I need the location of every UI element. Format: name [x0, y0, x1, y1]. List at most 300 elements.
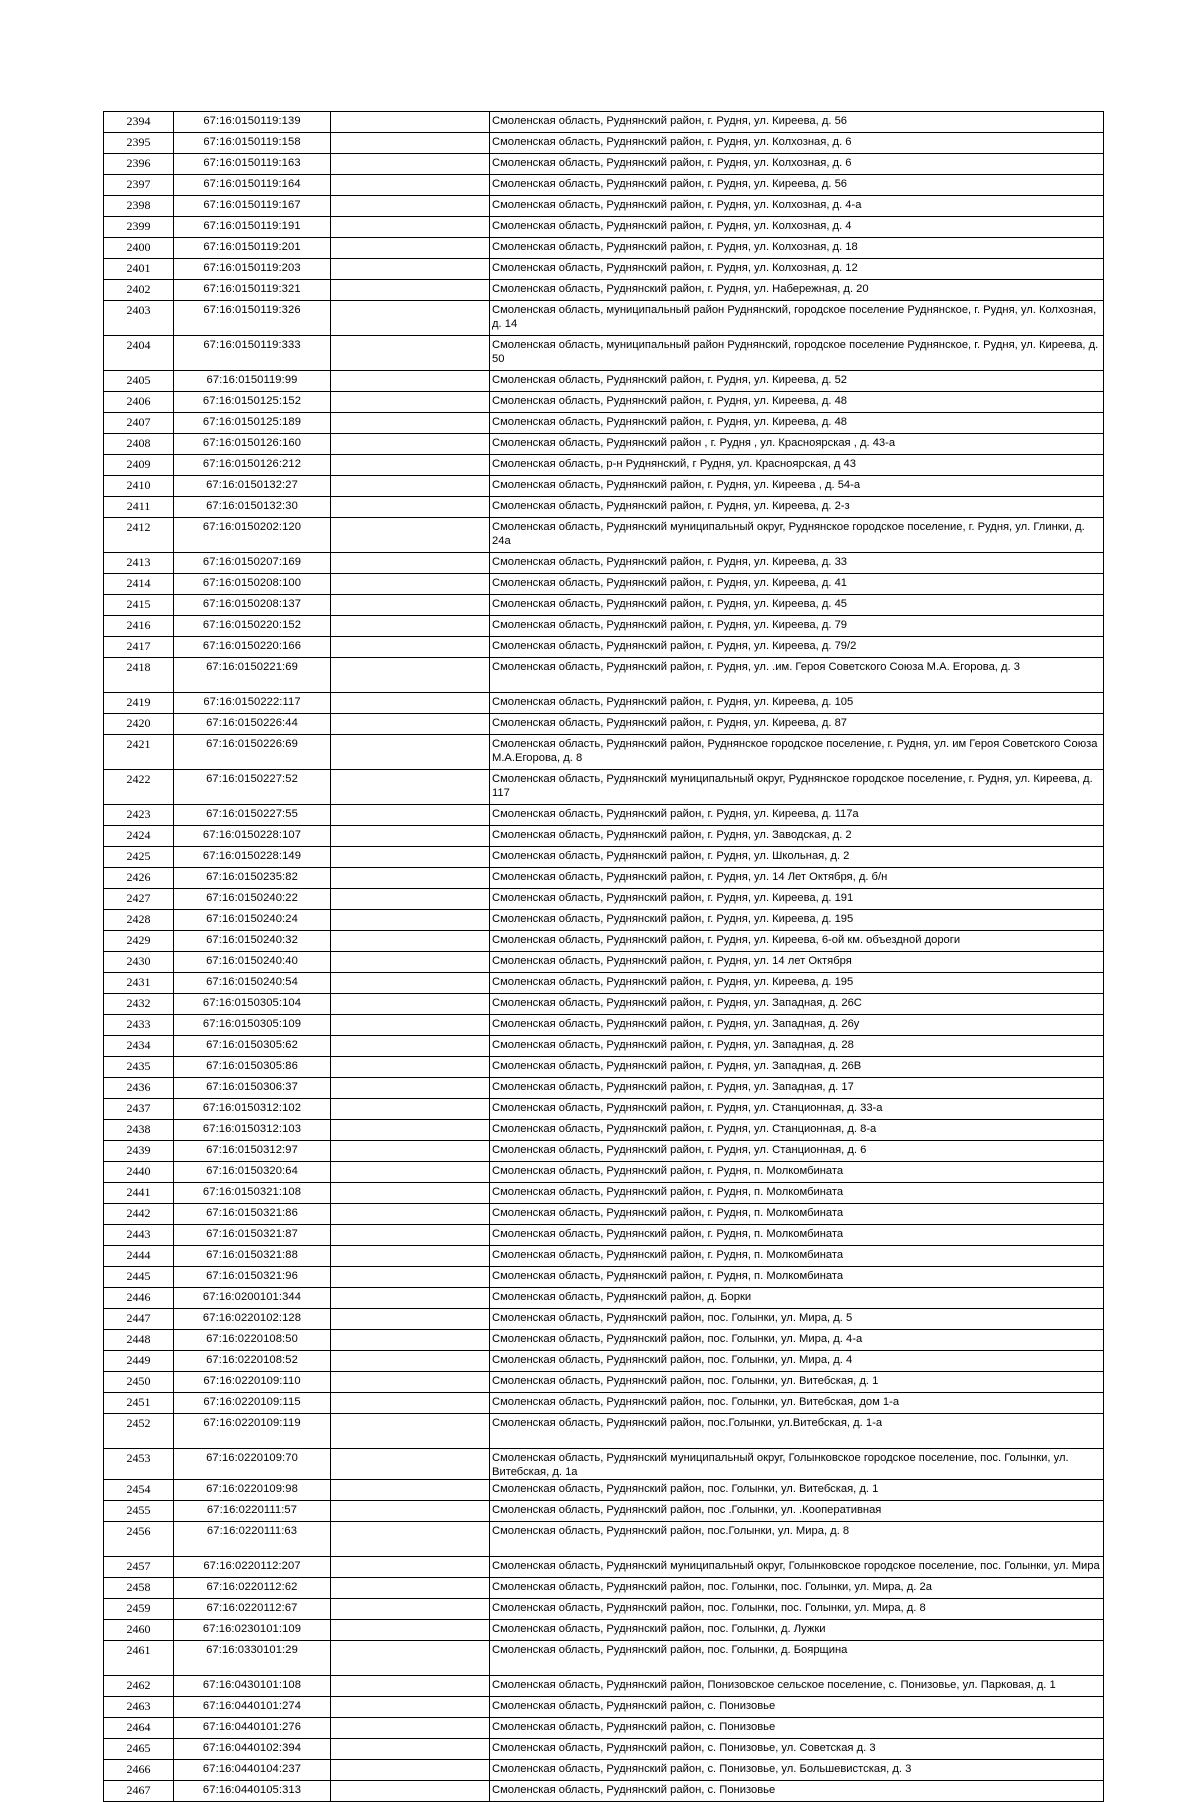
empty-cell	[331, 616, 490, 637]
cadastral-number-cell: 67:16:0220109:70	[174, 1449, 331, 1480]
address-cell: Смоленская область, Руднянский район , г. Рудня , ул. Красноярская , д. 43-а	[490, 434, 1104, 455]
address-cell: Смоленская область, Руднянский район, г. Рудня, п. Молкомбината	[490, 1267, 1104, 1288]
cadastral-number-cell: 67:16:0150119:167	[174, 196, 331, 217]
address-cell: Смоленская область, Руднянский район, пос .Голынки, ул. .Кооперативная	[490, 1501, 1104, 1522]
row-number-cell: 2395	[104, 133, 174, 154]
cadastral-number-cell: 67:16:0150240:24	[174, 910, 331, 931]
table-row	[104, 931, 1104, 952]
empty-cell	[331, 658, 490, 693]
empty-cell	[331, 973, 490, 994]
cadastral-number-cell: 67:16:0150305:104	[174, 994, 331, 1015]
registry-table-body	[104, 112, 1104, 1802]
cadastral-number-cell: 67:16:0220109:110	[174, 1372, 331, 1393]
row-number-cell: 2452	[104, 1414, 174, 1449]
row-number-cell: 2436	[104, 1078, 174, 1099]
row-number-cell: 2432	[104, 994, 174, 1015]
empty-cell	[331, 1676, 490, 1697]
address-cell: Смоленская область, муниципальный район Руднянский, городское поселение Руднянское, г. Рудня, ул. Киреева, д. 50	[490, 336, 1104, 371]
empty-cell	[331, 154, 490, 175]
table-row	[104, 1620, 1104, 1641]
cadastral-number-cell: 67:16:0220112:62	[174, 1578, 331, 1599]
empty-cell	[331, 595, 490, 616]
cadastral-number-cell: 67:16:0220109:115	[174, 1393, 331, 1414]
table-row	[104, 553, 1104, 574]
row-number-cell: 2438	[104, 1120, 174, 1141]
table-row	[104, 1501, 1104, 1522]
empty-cell	[331, 112, 490, 133]
cadastral-number-cell: 67:16:0150321:88	[174, 1246, 331, 1267]
address-cell: Смоленская область, Руднянский район, г. Рудня, ул. Киреева, д. 41	[490, 574, 1104, 595]
row-number-cell: 2402	[104, 280, 174, 301]
empty-cell	[331, 413, 490, 434]
row-number-cell: 2433	[104, 1015, 174, 1036]
address-cell: Смоленская область, Руднянский муниципальный округ, Голынковское городское поселение, пос. Голынки, ул. Мира	[490, 1557, 1104, 1578]
row-number-cell: 2427	[104, 889, 174, 910]
cadastral-number-cell: 67:16:0150321:108	[174, 1183, 331, 1204]
address-cell: Смоленская область, Руднянский район, г. Рудня, ул. Киреева, д. 56	[490, 175, 1104, 196]
empty-cell	[331, 637, 490, 658]
table-row	[104, 1414, 1104, 1449]
cadastral-number-cell: 67:16:0150119:191	[174, 217, 331, 238]
cadastral-number-cell: 67:16:0150220:166	[174, 637, 331, 658]
table-row	[104, 217, 1104, 238]
table-row	[104, 889, 1104, 910]
address-cell: Смоленская область, Руднянский район, г. Рудня, ул. Киреева, д. 52	[490, 371, 1104, 392]
empty-cell	[331, 994, 490, 1015]
cadastral-number-cell: 67:16:0150222:117	[174, 693, 331, 714]
address-cell: Смоленская область, Руднянский район, г. Рудня, ул. Колхозная, д. 6	[490, 133, 1104, 154]
empty-cell	[331, 1449, 490, 1480]
cadastral-number-cell: 67:16:0150119:99	[174, 371, 331, 392]
cadastral-number-cell: 67:16:0150126:160	[174, 434, 331, 455]
row-number-cell: 2399	[104, 217, 174, 238]
cadastral-number-cell: 67:16:0150119:164	[174, 175, 331, 196]
row-number-cell: 2458	[104, 1578, 174, 1599]
table-row	[104, 847, 1104, 868]
cadastral-number-cell: 67:16:0440101:276	[174, 1718, 331, 1739]
table-row	[104, 637, 1104, 658]
table-row	[104, 301, 1104, 336]
table-row	[104, 1309, 1104, 1330]
table-row	[104, 616, 1104, 637]
cadastral-number-cell: 67:16:0200101:344	[174, 1288, 331, 1309]
table-row	[104, 112, 1104, 133]
address-cell: Смоленская область, Руднянский муниципальный округ, Руднянское городское поселение, г. Рудня, ул. Глинки, д. 24а	[490, 518, 1104, 553]
empty-cell	[331, 1120, 490, 1141]
address-cell: Смоленская область, Руднянский район, г. Рудня, ул. Западная, д. 26С	[490, 994, 1104, 1015]
empty-cell	[331, 735, 490, 770]
cadastral-number-cell: 67:16:0150312:103	[174, 1120, 331, 1141]
row-number-cell: 2410	[104, 476, 174, 497]
table-row	[104, 973, 1104, 994]
row-number-cell: 2421	[104, 735, 174, 770]
row-number-cell: 2413	[104, 553, 174, 574]
address-cell: Смоленская область, Руднянский район, г. Рудня, ул. Западная, д. 28	[490, 1036, 1104, 1057]
empty-cell	[331, 1781, 490, 1802]
table-row	[104, 280, 1104, 301]
empty-cell	[331, 133, 490, 154]
table-row	[104, 910, 1104, 931]
table-row	[104, 1739, 1104, 1760]
cadastral-number-cell: 67:16:0150132:30	[174, 497, 331, 518]
cadastral-number-cell: 67:16:0440104:237	[174, 1760, 331, 1781]
cadastral-number-cell: 67:16:0230101:109	[174, 1620, 331, 1641]
row-number-cell: 2440	[104, 1162, 174, 1183]
empty-cell	[331, 847, 490, 868]
address-cell: Смоленская область, Руднянский район, г. Рудня, ул. .им. Героя Советского Союза М.А. Егорова, д. 3	[490, 658, 1104, 693]
table-row	[104, 497, 1104, 518]
empty-cell	[331, 1351, 490, 1372]
cadastral-number-cell: 67:16:0220109:119	[174, 1414, 331, 1449]
table-row	[104, 693, 1104, 714]
empty-cell	[331, 1330, 490, 1351]
address-cell: Смоленская область, Руднянский район, г. Рудня, ул. Киреева, 6-ой км. объездной дороги	[490, 931, 1104, 952]
empty-cell	[331, 574, 490, 595]
row-number-cell: 2434	[104, 1036, 174, 1057]
row-number-cell: 2456	[104, 1522, 174, 1557]
cadastral-number-cell: 67:16:0150235:82	[174, 868, 331, 889]
empty-cell	[331, 1414, 490, 1449]
address-cell: Смоленская область, Руднянский район, г. Рудня, ул. Станционная, д. 33-а	[490, 1099, 1104, 1120]
empty-cell	[331, 826, 490, 847]
cadastral-number-cell: 67:16:0150227:52	[174, 770, 331, 805]
row-number-cell: 2463	[104, 1697, 174, 1718]
empty-cell	[331, 1057, 490, 1078]
table-row	[104, 1760, 1104, 1781]
row-number-cell: 2455	[104, 1501, 174, 1522]
table-row	[104, 1449, 1104, 1480]
cadastral-number-cell: 67:16:0220102:128	[174, 1309, 331, 1330]
empty-cell	[331, 497, 490, 518]
address-cell: Смоленская область, Руднянский район, с. Понизовье, ул. Большевистская, д. 3	[490, 1760, 1104, 1781]
row-number-cell: 2464	[104, 1718, 174, 1739]
table-row	[104, 1480, 1104, 1501]
table-row	[104, 595, 1104, 616]
address-cell: Смоленская область, Руднянский район, г. Рудня, ул. Колхозная, д. 4-а	[490, 196, 1104, 217]
address-cell: Смоленская область, Руднянский район, г. Рудня, ул. Киреева, д. 2-з	[490, 497, 1104, 518]
address-cell: Смоленская область, Руднянский муниципальный округ, Руднянское городское поселение, г. Рудня, ул. Киреева, д. 117	[490, 770, 1104, 805]
empty-cell	[331, 1288, 490, 1309]
cadastral-number-cell: 67:16:0150312:97	[174, 1141, 331, 1162]
empty-cell	[331, 1557, 490, 1578]
cadastral-number-cell: 67:16:0150220:152	[174, 616, 331, 637]
row-number-cell: 2426	[104, 868, 174, 889]
empty-cell	[331, 952, 490, 973]
row-number-cell: 2437	[104, 1099, 174, 1120]
table-row	[104, 1015, 1104, 1036]
address-cell: Смоленская область, Руднянский район, г. Рудня, п. Молкомбината	[490, 1225, 1104, 1246]
row-number-cell: 2454	[104, 1480, 174, 1501]
empty-cell	[331, 1141, 490, 1162]
empty-cell	[331, 889, 490, 910]
row-number-cell: 2446	[104, 1288, 174, 1309]
row-number-cell: 2419	[104, 693, 174, 714]
empty-cell	[331, 455, 490, 476]
empty-cell	[331, 371, 490, 392]
address-cell: Смоленская область, Руднянский муниципальный округ, Голынковское городское поселение, пос. Голынки, ул. Витебская, д. 1а	[490, 1449, 1104, 1480]
row-number-cell: 2397	[104, 175, 174, 196]
empty-cell	[331, 805, 490, 826]
address-cell: Смоленская область, Руднянский район, г. Рудня, ул. Киреева, д. 79	[490, 616, 1104, 637]
table-row	[104, 1288, 1104, 1309]
cadastral-number-cell: 67:16:0150227:55	[174, 805, 331, 826]
row-number-cell: 2400	[104, 238, 174, 259]
cadastral-number-cell: 67:16:0150226:69	[174, 735, 331, 770]
row-number-cell: 2467	[104, 1781, 174, 1802]
row-number-cell: 2450	[104, 1372, 174, 1393]
address-cell: Смоленская область, Руднянский район, пос. Голынки, ул. Витебская, дом 1-а	[490, 1393, 1104, 1414]
row-number-cell: 2429	[104, 931, 174, 952]
address-cell: Смоленская область, Руднянский район, г. Рудня, ул. 14 Лет Октября, д. б/н	[490, 868, 1104, 889]
table-row	[104, 1099, 1104, 1120]
address-cell: Смоленская область, Руднянский район, г. Рудня, ул. Колхозная, д. 6	[490, 154, 1104, 175]
empty-cell	[331, 301, 490, 336]
cadastral-number-cell: 67:16:0440102:394	[174, 1739, 331, 1760]
address-cell: Смоленская область, Руднянский район, г. Рудня, ул. Киреева, д. 117а	[490, 805, 1104, 826]
cadastral-number-cell: 67:16:0150132:27	[174, 476, 331, 497]
empty-cell	[331, 434, 490, 455]
row-number-cell: 2466	[104, 1760, 174, 1781]
empty-cell	[331, 238, 490, 259]
address-cell: Смоленская область, р-н Руднянский, г Рудня, ул. Красноярская, д 43	[490, 455, 1104, 476]
cadastral-number-cell: 67:16:0220108:50	[174, 1330, 331, 1351]
cadastral-number-cell: 67:16:0150125:189	[174, 413, 331, 434]
table-row	[104, 1330, 1104, 1351]
row-number-cell: 2449	[104, 1351, 174, 1372]
cadastral-number-cell: 67:16:0330101:29	[174, 1641, 331, 1676]
row-number-cell: 2405	[104, 371, 174, 392]
table-row	[104, 371, 1104, 392]
row-number-cell: 2412	[104, 518, 174, 553]
address-cell: Смоленская область, Руднянский район, пос. Голынки, пос. Голынки, ул. Мира, д. 8	[490, 1599, 1104, 1620]
empty-cell	[331, 868, 490, 889]
address-cell: Смоленская область, Руднянский район, г. Рудня, ул. Западная, д. 17	[490, 1078, 1104, 1099]
address-cell: Смоленская область, Руднянский район, г. Рудня, ул. Киреева , д. 54-а	[490, 476, 1104, 497]
address-cell: Смоленская область, Руднянский район, г. Рудня, ул. Киреева, д. 56	[490, 112, 1104, 133]
table-row	[104, 770, 1104, 805]
address-cell: Смоленская область, Руднянский район, с. Понизовье	[490, 1781, 1104, 1802]
table-row	[104, 1557, 1104, 1578]
table-row	[104, 1351, 1104, 1372]
row-number-cell: 2448	[104, 1330, 174, 1351]
row-number-cell: 2453	[104, 1449, 174, 1480]
address-cell: Смоленская область, Руднянский район, г. Рудня, ул. Киреева, д. 79/2	[490, 637, 1104, 658]
row-number-cell: 2465	[104, 1739, 174, 1760]
cadastral-number-cell: 67:16:0150240:32	[174, 931, 331, 952]
empty-cell	[331, 1309, 490, 1330]
empty-cell	[331, 693, 490, 714]
empty-cell	[331, 1578, 490, 1599]
empty-cell	[331, 175, 490, 196]
cadastral-number-cell: 67:16:0150221:69	[174, 658, 331, 693]
table-row	[104, 1120, 1104, 1141]
address-cell: Смоленская область, Руднянский район, Понизовское сельское поселение, с. Понизовье, ул. Парковая, д. 1	[490, 1676, 1104, 1697]
empty-cell	[331, 280, 490, 301]
row-number-cell: 2444	[104, 1246, 174, 1267]
table-row	[104, 1246, 1104, 1267]
table-row	[104, 1057, 1104, 1078]
empty-cell	[331, 1183, 490, 1204]
address-cell: Смоленская область, Руднянский район, г. Рудня, ул. Киреева, д. 87	[490, 714, 1104, 735]
address-cell: Смоленская область, Руднянский район, Руднянское городское поселение, г. Рудня, ул. им Героя Советского Союза М.А.Егорова, д. 8	[490, 735, 1104, 770]
table-row	[104, 1036, 1104, 1057]
address-cell: Смоленская область, Руднянский район, г. Рудня, ул. Киреева, д. 195	[490, 973, 1104, 994]
row-number-cell: 2431	[104, 973, 174, 994]
address-cell: Смоленская область, Руднянский район, г. Рудня, ул. Киреева, д. 33	[490, 553, 1104, 574]
table-row	[104, 1578, 1104, 1599]
row-number-cell: 2451	[104, 1393, 174, 1414]
empty-cell	[331, 553, 490, 574]
cadastral-number-cell: 67:16:0150119:326	[174, 301, 331, 336]
empty-cell	[331, 392, 490, 413]
table-row	[104, 1697, 1104, 1718]
address-cell: Смоленская область, Руднянский район, г. Рудня, ул. Колхозная, д. 4	[490, 217, 1104, 238]
row-number-cell: 2457	[104, 1557, 174, 1578]
row-number-cell: 2408	[104, 434, 174, 455]
table-row	[104, 1676, 1104, 1697]
address-cell: Смоленская область, Руднянский район, пос. Голынки, ул. Витебская, д. 1	[490, 1372, 1104, 1393]
table-row	[104, 455, 1104, 476]
address-cell: Смоленская область, Руднянский район, г. Рудня, ул. Киреева, д. 45	[490, 595, 1104, 616]
cadastral-number-cell: 67:16:0150125:152	[174, 392, 331, 413]
cadastral-number-cell: 67:16:0150119:201	[174, 238, 331, 259]
address-cell: Смоленская область, Руднянский район, д. Борки	[490, 1288, 1104, 1309]
row-number-cell: 2401	[104, 259, 174, 280]
address-cell: Смоленская область, Руднянский район, пос. Голынки, ул. Мира, д. 5	[490, 1309, 1104, 1330]
empty-cell	[331, 1641, 490, 1676]
address-cell: Смоленская область, Руднянский район, г. Рудня, п. Молкомбината	[490, 1162, 1104, 1183]
address-cell: Смоленская область, Руднянский район, пос. Голынки, ул. Мира, д. 4-а	[490, 1330, 1104, 1351]
address-cell: Смоленская область, Руднянский район, г. Рудня, ул. Киреева, д. 191	[490, 889, 1104, 910]
empty-cell	[331, 1393, 490, 1414]
address-cell: Смоленская область, Руднянский район, г. Рудня, п. Молкомбината	[490, 1183, 1104, 1204]
cadastral-number-cell: 67:16:0220109:98	[174, 1480, 331, 1501]
cadastral-number-cell: 67:16:0150321:87	[174, 1225, 331, 1246]
row-number-cell: 2442	[104, 1204, 174, 1225]
cadastral-number-cell: 67:16:0150226:44	[174, 714, 331, 735]
empty-cell	[331, 910, 490, 931]
table-row	[104, 1372, 1104, 1393]
address-cell: Смоленская область, Руднянский район, с. Понизовье	[490, 1718, 1104, 1739]
table-row	[104, 154, 1104, 175]
row-number-cell: 2462	[104, 1676, 174, 1697]
address-cell: Смоленская область, Руднянский район, г. Рудня, ул. Киреева, д. 48	[490, 392, 1104, 413]
address-cell: Смоленская область, Руднянский район, г. Рудня, ул. Станционная, д. 8-а	[490, 1120, 1104, 1141]
address-cell: Смоленская область, Руднянский район, г. Рудня, п. Молкомбината	[490, 1246, 1104, 1267]
cadastral-number-cell: 67:16:0220112:67	[174, 1599, 331, 1620]
empty-cell	[331, 1267, 490, 1288]
row-number-cell: 2417	[104, 637, 174, 658]
table-row	[104, 658, 1104, 693]
row-number-cell: 2422	[104, 770, 174, 805]
table-row	[104, 1781, 1104, 1802]
row-number-cell: 2435	[104, 1057, 174, 1078]
table-row	[104, 574, 1104, 595]
cadastral-number-cell: 67:16:0150202:120	[174, 518, 331, 553]
address-cell: Смоленская область, Руднянский район, г. Рудня, ул. Набережная, д. 20	[490, 280, 1104, 301]
row-number-cell: 2439	[104, 1141, 174, 1162]
cadastral-number-cell: 67:16:0220108:52	[174, 1351, 331, 1372]
address-cell: Смоленская область, Руднянский район, пос.Голынки, ул. Мира, д. 8	[490, 1522, 1104, 1557]
address-cell: Смоленская область, Руднянский район, г. Рудня, ул. Станционная, д. 6	[490, 1141, 1104, 1162]
row-number-cell: 2441	[104, 1183, 174, 1204]
registry-table	[103, 111, 1104, 1802]
address-cell: Смоленская область, Руднянский район, г. Рудня, п. Молкомбината	[490, 1204, 1104, 1225]
address-cell: Смоленская область, Руднянский район, г. Рудня, ул. Киреева, д. 105	[490, 693, 1104, 714]
cadastral-number-cell: 67:16:0150320:64	[174, 1162, 331, 1183]
row-number-cell: 2409	[104, 455, 174, 476]
row-number-cell: 2406	[104, 392, 174, 413]
row-number-cell: 2459	[104, 1599, 174, 1620]
table-row	[104, 1599, 1104, 1620]
row-number-cell: 2403	[104, 301, 174, 336]
table-row	[104, 434, 1104, 455]
cadastral-number-cell: 67:16:0150240:22	[174, 889, 331, 910]
cadastral-number-cell: 67:16:0220112:207	[174, 1557, 331, 1578]
cadastral-number-cell: 67:16:0150305:62	[174, 1036, 331, 1057]
table-row	[104, 413, 1104, 434]
table-row	[104, 476, 1104, 497]
address-cell: Смоленская область, Руднянский район, г. Рудня, ул. 14 лет Октября	[490, 952, 1104, 973]
address-cell: Смоленская область, Руднянский район, пос. Голынки, д. Лужки	[490, 1620, 1104, 1641]
cadastral-number-cell: 67:16:0150119:203	[174, 259, 331, 280]
empty-cell	[331, 1697, 490, 1718]
address-cell: Смоленская область, Руднянский район, пос. Голынки, д. Боярщина	[490, 1641, 1104, 1676]
row-number-cell: 2394	[104, 112, 174, 133]
empty-cell	[331, 1099, 490, 1120]
table-row	[104, 1641, 1104, 1676]
empty-cell	[331, 336, 490, 371]
address-cell: Смоленская область, Руднянский район, пос.Голынки, ул.Витебская, д. 1-а	[490, 1414, 1104, 1449]
empty-cell	[331, 1204, 490, 1225]
table-row	[104, 336, 1104, 371]
empty-cell	[331, 714, 490, 735]
address-cell: Смоленская область, Руднянский район, г. Рудня, ул. Заводская, д. 2	[490, 826, 1104, 847]
address-cell: Смоленская область, Руднянский район, пос. Голынки, ул. Витебская, д. 1	[490, 1480, 1104, 1501]
cadastral-number-cell: 67:16:0150321:96	[174, 1267, 331, 1288]
table-row	[104, 868, 1104, 889]
empty-cell	[331, 1501, 490, 1522]
cadastral-number-cell: 67:16:0440101:274	[174, 1697, 331, 1718]
row-number-cell: 2415	[104, 595, 174, 616]
row-number-cell: 2460	[104, 1620, 174, 1641]
address-cell: Смоленская область, муниципальный район Руднянский, городское поселение Руднянское, г. Рудня, ул. Колхозная, д. 14	[490, 301, 1104, 336]
cadastral-number-cell: 67:16:0150119:333	[174, 336, 331, 371]
cadastral-number-cell: 67:16:0150305:86	[174, 1057, 331, 1078]
empty-cell	[331, 1372, 490, 1393]
row-number-cell: 2447	[104, 1309, 174, 1330]
empty-cell	[331, 1620, 490, 1641]
cadastral-number-cell: 67:16:0150306:37	[174, 1078, 331, 1099]
table-row	[104, 735, 1104, 770]
cadastral-number-cell: 67:16:0220111:63	[174, 1522, 331, 1557]
cadastral-number-cell: 67:16:0150126:212	[174, 455, 331, 476]
row-number-cell: 2424	[104, 826, 174, 847]
row-number-cell: 2425	[104, 847, 174, 868]
empty-cell	[331, 196, 490, 217]
empty-cell	[331, 476, 490, 497]
cadastral-number-cell: 67:16:0150207:169	[174, 553, 331, 574]
cadastral-number-cell: 67:16:0150208:137	[174, 595, 331, 616]
row-number-cell: 2418	[104, 658, 174, 693]
cadastral-number-cell: 67:16:0220111:57	[174, 1501, 331, 1522]
empty-cell	[331, 1246, 490, 1267]
table-row	[104, 518, 1104, 553]
address-cell: Смоленская область, Руднянский район, г. Рудня, ул. Западная, д. 26В	[490, 1057, 1104, 1078]
empty-cell	[331, 1739, 490, 1760]
cadastral-number-cell: 67:16:0150240:54	[174, 973, 331, 994]
row-number-cell: 2430	[104, 952, 174, 973]
